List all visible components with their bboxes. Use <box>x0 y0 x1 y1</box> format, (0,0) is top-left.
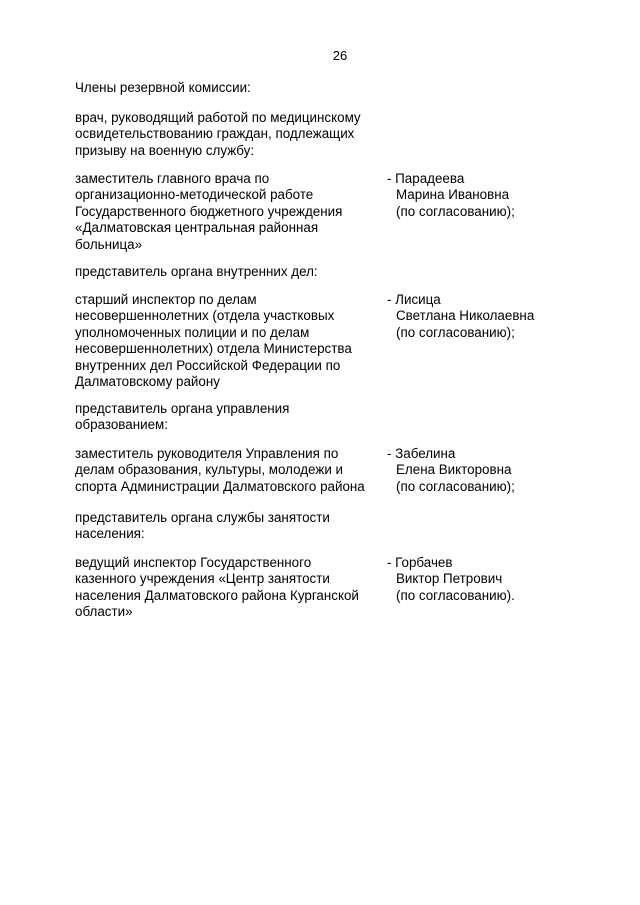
section-3-category <box>75 401 289 434</box>
person-note: (по согласованию). <box>396 587 515 603</box>
section-4-category <box>75 510 330 543</box>
section-4-position <box>75 555 359 621</box>
person-surname: - Лисица <box>387 292 441 307</box>
category-line: призыву на военную службу: <box>75 142 255 158</box>
category-line: врач, руководящий работой по медицинскому <box>75 110 361 125</box>
position-line: несовершеннолетних (отдела участковых <box>75 308 335 324</box>
section-3-person <box>387 446 515 495</box>
position-line: Далматовскому району <box>75 374 220 390</box>
position-line: области» <box>75 604 133 620</box>
position-line: старший инспектор по делам <box>75 292 257 307</box>
position-line: населения Далматовского района Курганской <box>75 587 359 603</box>
person-note: (по согласованию); <box>396 203 515 219</box>
person-note: (по согласованию); <box>396 324 515 340</box>
category-line: образованием: <box>75 417 168 433</box>
person-surname: - Парадеева <box>387 171 465 186</box>
category-line: представитель органа службы занятости <box>75 510 330 525</box>
person-name: Марина Ивановна <box>396 187 510 203</box>
category-line: населения: <box>75 526 145 542</box>
section-2-position <box>75 292 352 390</box>
position-line: спорта Администрации Далматовского района <box>75 478 365 494</box>
heading <box>75 80 251 96</box>
position-line: заместитель главного врача по <box>75 171 270 186</box>
person-surname: - Забелина <box>387 446 456 461</box>
person-surname: - Горбачев <box>387 555 453 570</box>
section-4-person <box>387 555 515 604</box>
category-line: представитель органа внутренних дел: <box>75 264 318 279</box>
page-number: 26 <box>332 48 348 63</box>
position-line: делам образования, культуры, молодежи и <box>75 462 343 478</box>
section-1-person <box>387 171 515 220</box>
position-line: заместитель руководителя Управления по <box>75 446 339 461</box>
person-name: Светлана Николаевна <box>396 308 535 324</box>
section-3-position <box>75 446 365 495</box>
position-line: внутренних дел Российской Федерации по <box>75 357 341 373</box>
person-name: Виктор Петрович <box>396 571 503 587</box>
position-line: несовершеннолетних) отдела Министерства <box>75 341 352 357</box>
section-2-category <box>75 264 318 280</box>
section-1-category <box>75 110 361 159</box>
category-line: освидетельствованию граждан, подлежащих <box>75 126 355 142</box>
heading-text: Члены резервной комиссии: <box>75 80 251 95</box>
person-note: (по согласованию); <box>396 478 515 494</box>
position-line: уполномоченных полиции и по делам <box>75 324 310 340</box>
position-line: больница» <box>75 236 143 252</box>
category-line: представитель органа управления <box>75 401 290 416</box>
section-2-person <box>387 292 534 341</box>
person-name: Елена Викторовна <box>396 462 512 478</box>
position-line: «Далматовская центральная районная <box>75 220 319 236</box>
section-1-position <box>75 171 342 253</box>
position-line: Государственного бюджетного учреждения <box>75 203 343 219</box>
position-line: ведущий инспектор Государственного <box>75 555 312 570</box>
position-line: организационно-методической работе <box>75 187 314 203</box>
position-line: казенного учреждения «Центр занятости <box>75 571 330 587</box>
